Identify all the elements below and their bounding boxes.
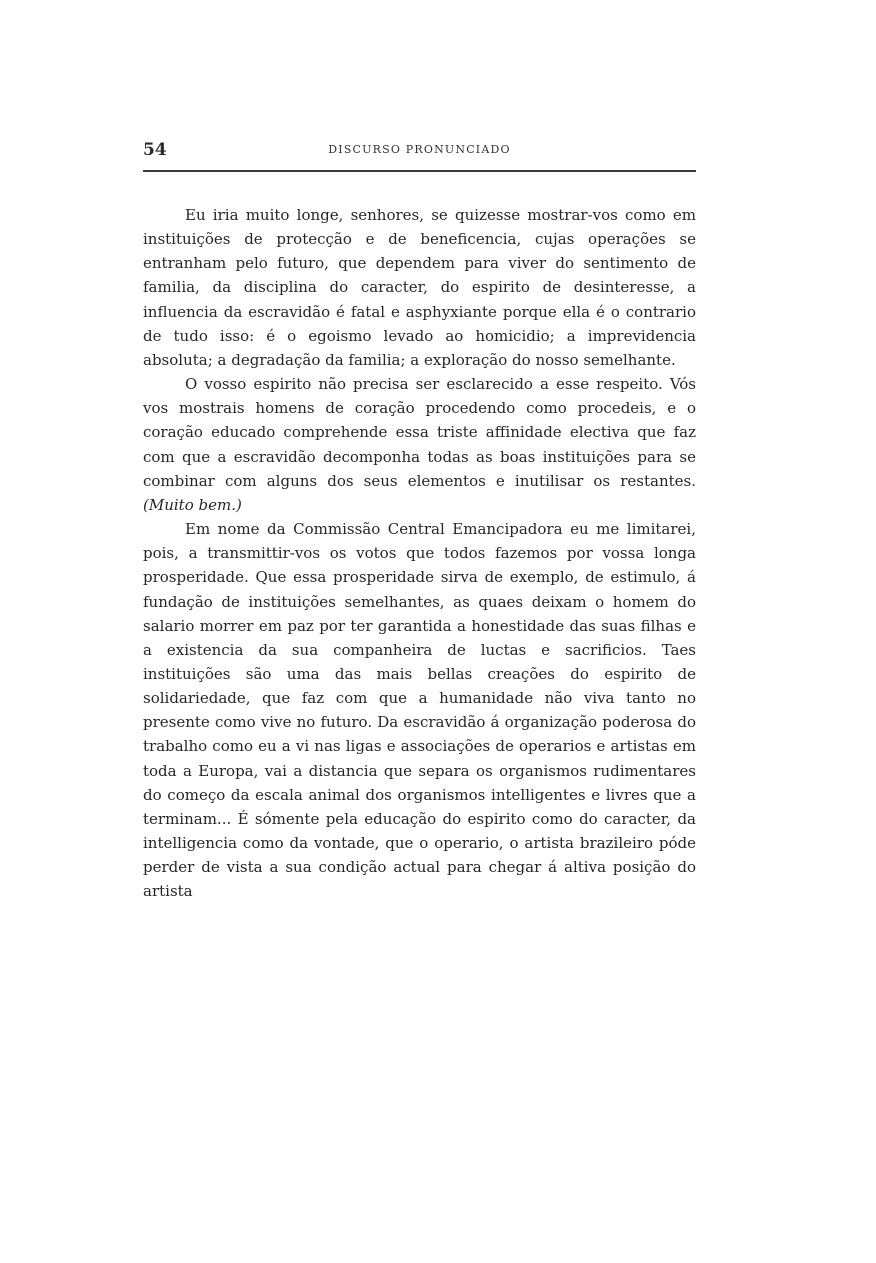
- paragraph-3: [143, 517, 696, 904]
- header-rule: [143, 170, 696, 172]
- paragraph-2-approval: (Muito bem.): [143, 495, 242, 514]
- paragraph-3-text: Em nome da Commissão Central Emancipadora eu me limitarei, pois, a transmittir-vos os votos que todos fazemos por vossa longa prosperidade. Que essa prosperidade sirva de exemplo, de estimulo, á fundação de instituições semelhantes, as quaes deixam o homem do salario morrer em paz por ter garantida a honestidade das suas filhas e a existencia da sua companheira de luctas e sacrificios. Taes instituições são uma das mais bellas creações do espirito de solidariedade, que faz com que a humanidade não viva tanto no presente como vive no futuro. Da escravidão á organização poderosa do trabalho como eu a vi nas ligas e associações de operarios e artistas em toda a Europa, vai a distancia que separa os organismos rudimentares do começo da escala animal dos organismos intelligentes e livres que a terminam... É sómente pela educação do espirito como do caracter, da intelligencia como da vontade, que o operario, o artista brazileiro póde perder de vista a sua condição actual para chegar á altiva posição do artista: [143, 520, 696, 901]
- body-text: [143, 203, 696, 904]
- running-title: DISCURSO PRONUNCIADO: [328, 143, 511, 156]
- page-number: 54: [143, 140, 167, 160]
- running-head: [143, 140, 696, 168]
- paragraph-2: [143, 372, 696, 517]
- paragraph-2-text: O vosso espirito não precisa ser esclarecido a esse respeito. Vós vos mostrais homens de coração procedendo como procedeis, e o coração educado comprehende essa triste affinidade electiva que faz com que a escravidão decomponha todas as boas instituições para se combinar com alguns dos seus elementos e inutilisar os restantes.: [143, 375, 696, 490]
- paragraph-1: [143, 203, 696, 372]
- paragraph-1-text: Eu iria muito longe, senhores, se quizesse mostrar-vos como em instituições de protecção e de beneficencia, cujas operações se entranham pelo futuro, que dependem para viver do sentimento de familia, da disciplina do caracter, do espirito de desinteresse, a influencia da escravidão é fatal e asphyxiante porque ella é o contrario de tudo isso: é o egoismo levado ao homicidio; a imprevidencia absoluta; a degradação da familia; a exploração do nosso semelhante.: [143, 206, 696, 369]
